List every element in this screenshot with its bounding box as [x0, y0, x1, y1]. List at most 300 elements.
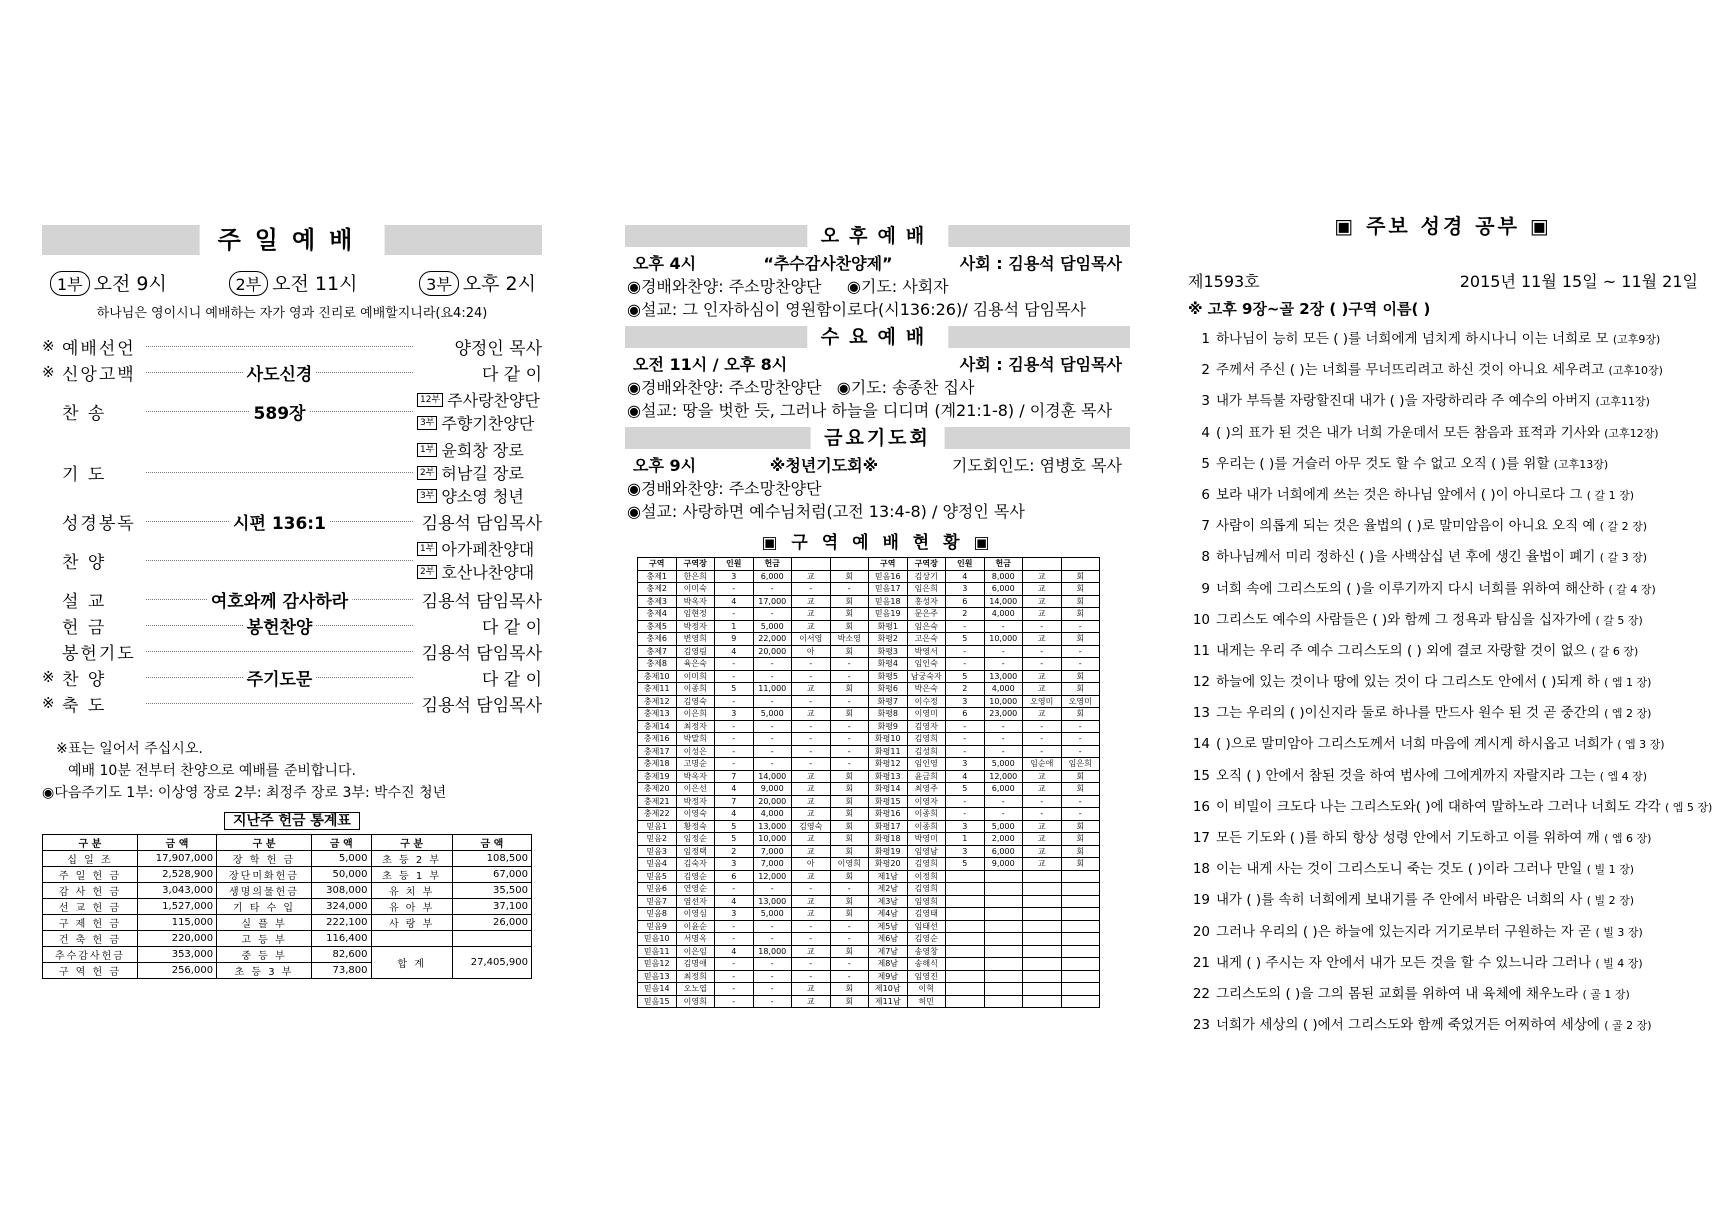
- question-number: 19: [1192, 892, 1210, 909]
- service-tag: 1부: [50, 271, 90, 296]
- offering-row: [43, 867, 532, 883]
- question-text: ( )으로 말미암아 그리스도께서 너희 마음에 계시게 하시옵고 너희가: [1216, 736, 1618, 753]
- attendance-cell: -: [753, 995, 792, 1008]
- attendance-cell: 6,000: [753, 570, 792, 583]
- attendance-cell: 충제10: [638, 670, 677, 683]
- attendance-cell: 충제17: [638, 745, 677, 758]
- attendance-cell: 연영순: [676, 883, 715, 896]
- attendance-cell: [984, 933, 1023, 946]
- attendance-cell: 김영자: [907, 720, 946, 733]
- attendance-cell: -: [715, 920, 754, 933]
- study-question: [1188, 577, 1698, 608]
- attendance-cell: 믿음1: [638, 820, 677, 833]
- study-question: [1188, 327, 1698, 358]
- offering-cell: 주 일 헌 금: [43, 867, 138, 883]
- attendance-cell: 육은숙: [676, 658, 715, 671]
- attendance-cell: 4,000: [984, 683, 1023, 696]
- order-label: 예배선언: [62, 338, 136, 359]
- attendance-cell: -: [792, 583, 831, 596]
- afternoon-line2: ◉설교: 그 인자하심이 영원함이로다(시136:26)/ 김용석 담임목사: [627, 300, 1086, 319]
- attendance-cell: 회: [830, 895, 869, 908]
- attendance-cell: 12,000: [984, 770, 1023, 783]
- order-content: 시편 136:1: [229, 509, 330, 534]
- question-text: 하나님께서 미리 정하신 ( )을 사백삼십 년 후에 생긴 율법이 폐기: [1216, 549, 1600, 566]
- attendance-cell: 오영미: [1061, 695, 1100, 708]
- offering-cell: 초 등 3 부: [217, 963, 312, 979]
- attendance-cell: 3: [946, 583, 985, 596]
- attendance-cell: 교: [792, 608, 831, 621]
- attendance-cell: 고명순: [676, 758, 715, 771]
- stand-mark: ※: [42, 363, 55, 381]
- friday-title-bar: [625, 427, 1130, 449]
- attendance-cell: 믿음10: [638, 933, 677, 946]
- service-tag: 3부: [419, 271, 459, 296]
- attendance-row: [638, 708, 1100, 721]
- attendance-header: 인원: [946, 558, 985, 571]
- attendance-cell: -: [792, 745, 831, 758]
- attendance-cell: 한은희: [676, 570, 715, 583]
- offering-cell: 유 아 부: [371, 899, 452, 915]
- attendance-header: [1023, 558, 1062, 571]
- attendance-cell: 교: [792, 808, 831, 821]
- attendance-cell: 박옥자: [676, 595, 715, 608]
- attendance-row: [638, 858, 1100, 871]
- attendance-row: [638, 958, 1100, 971]
- study-question: [1188, 608, 1698, 639]
- attendance-cell: 박소영: [830, 633, 869, 646]
- attendance-cell: 회: [1061, 595, 1100, 608]
- part-tag: 3부: [417, 416, 437, 430]
- weekday-services-section: [625, 225, 1130, 1008]
- attendance-cell: 9,000: [753, 783, 792, 796]
- notes: [42, 738, 542, 802]
- issue-number: 제1593호: [1188, 272, 1260, 291]
- attendance-cell: 3: [946, 820, 985, 833]
- question-ref: (고후13장): [1553, 457, 1609, 471]
- attendance-cell: 화평1: [869, 620, 908, 633]
- offering-title: 지난주 헌금 통계표: [42, 810, 542, 830]
- attendance-row: [638, 933, 1100, 946]
- attendance-row: [638, 883, 1100, 896]
- attendance-cell: [946, 895, 985, 908]
- attendance-cell: 오영미: [1023, 695, 1062, 708]
- attendance-cell: 충제2: [638, 583, 677, 596]
- order-of-worship: [42, 333, 542, 716]
- attendance-cell: 남궁숙자: [907, 670, 946, 683]
- attendance-cell: 이정희: [907, 870, 946, 883]
- attendance-cell: -: [753, 758, 792, 771]
- attendance-cell: -: [984, 645, 1023, 658]
- question-number: 7: [1201, 518, 1210, 535]
- question-text: 모든 기도와 ( )를 하되 항상 성령 안에서 기도하고 이를 위하여 깨: [1216, 830, 1605, 846]
- attendance-cell: -: [984, 745, 1023, 758]
- attendance-row: [638, 983, 1100, 996]
- offering-cell: 73,800: [311, 963, 371, 979]
- attendance-cell: 화평4: [869, 658, 908, 671]
- study-question: [1188, 358, 1698, 389]
- attendance-cell: [984, 983, 1023, 996]
- order-right: 다 같 이: [481, 617, 542, 638]
- part-tag: 1부: [417, 542, 437, 556]
- question-ref: ( 갈 4 장): [1608, 582, 1656, 596]
- order-right-item: [417, 461, 542, 484]
- attendance-row: [638, 695, 1100, 708]
- attendance-cell: [984, 958, 1023, 971]
- attendance-cell: [1061, 895, 1100, 908]
- attendance-row: [638, 570, 1100, 583]
- attendance-row: [638, 670, 1100, 683]
- order-row: [42, 638, 542, 664]
- attendance-cell: 박옥자: [676, 770, 715, 783]
- offering-cell: [452, 931, 531, 947]
- order-right-item: [417, 411, 542, 434]
- question-text: 너희 속에 그리스도의 ( )을 이루기까지 다시 너희를 위하여 해산하: [1216, 580, 1609, 597]
- question-ref: (고후11장): [1595, 395, 1650, 409]
- offering-cell: 67,000: [452, 867, 531, 883]
- attendance-cell: 회: [830, 645, 869, 658]
- attendance-cell: 5: [715, 820, 754, 833]
- attendance-cell: 임인영: [907, 758, 946, 771]
- attendance-cell: 송해식: [907, 958, 946, 971]
- question-ref: ( 엡 1 장): [1604, 676, 1652, 690]
- attendance-cell: [1061, 958, 1100, 971]
- offering-cell: 324,000: [311, 899, 371, 915]
- attendance-cell: 6: [946, 595, 985, 608]
- question-ref: (고후12장): [1604, 426, 1659, 440]
- attendance-cell: 박영서: [907, 645, 946, 658]
- order-right: 김용석 담임목사: [421, 591, 542, 612]
- part-tag: 12부: [417, 393, 443, 407]
- service-time-text: 오전 9시: [93, 273, 167, 295]
- question-ref: ( 갈 3 장): [1599, 551, 1648, 565]
- question-ref: ( 빌 2 장): [1586, 894, 1635, 908]
- offering-cell: 구 제 헌 금: [43, 915, 138, 931]
- attendance-title: ▣ 구 역 예 배 현 황 ▣: [761, 533, 994, 553]
- attendance-cell: 황정숙: [676, 820, 715, 833]
- offering-cell: 353,000: [137, 947, 216, 963]
- question-text: 이 비밀이 크도다 나는 그리스도와( )에 대하여 말하노라 그러나 너희도 각각: [1216, 798, 1665, 815]
- attendance-cell: -: [830, 970, 869, 983]
- question-ref: (고후10장): [1608, 364, 1663, 378]
- part-tag: 1부: [417, 443, 437, 457]
- order-right-item: [417, 537, 542, 560]
- attendance-cell: 6: [715, 870, 754, 883]
- attendance-cell: [984, 945, 1023, 958]
- offering-cell: 108,500: [452, 851, 531, 867]
- attendance-row: [638, 833, 1100, 846]
- attendance-cell: 5: [946, 670, 985, 683]
- attendance-cell: [1061, 870, 1100, 883]
- attendance-cell: [1023, 908, 1062, 921]
- attendance-cell: 이미숙: [676, 583, 715, 596]
- attendance-cell: [946, 870, 985, 883]
- offering-cell: 건 축 헌 금: [43, 931, 138, 947]
- attendance-cell: 5,000: [753, 908, 792, 921]
- offering-cell: 35,500: [452, 883, 531, 899]
- question-text: ( )의 표가 된 것은 내가 너희 가운데서 모든 참음과 표적과 기사와: [1216, 424, 1605, 441]
- attendance-cell: 회: [1061, 833, 1100, 846]
- issue-header: [1188, 269, 1698, 292]
- attendance-cell: 교: [792, 783, 831, 796]
- order-right: 다 같 이: [481, 364, 542, 385]
- attendance-cell: 박말희: [676, 733, 715, 746]
- attendance-cell: 6,000: [984, 783, 1023, 796]
- offering-cell: 82,600: [311, 947, 371, 963]
- offering-cell: [371, 931, 452, 947]
- wednesday-header: 오전 11시 / 오후 8시 사회 : 김용석 담임목사: [633, 355, 1122, 374]
- order-leader-line: [146, 364, 413, 385]
- attendance-cell: 믿음5: [638, 870, 677, 883]
- offering-cell: 기 타 수 입: [217, 899, 312, 915]
- part-tag: 2부: [417, 565, 437, 579]
- study-question: [1188, 920, 1698, 951]
- study-question: [1188, 1013, 1698, 1044]
- order-leader-line: [146, 472, 413, 473]
- attendance-cell: 이혁: [907, 983, 946, 996]
- order-row: [42, 385, 542, 437]
- attendance-cell: 교: [1023, 845, 1062, 858]
- attendance-cell: -: [792, 970, 831, 983]
- order-leader-line: [146, 513, 413, 534]
- question-ref: ( 빌 3 장): [1595, 925, 1643, 939]
- attendance-cell: [1061, 883, 1100, 896]
- attendance-cell: -: [792, 658, 831, 671]
- attendance-cell: 화평15: [869, 795, 908, 808]
- attendance-cell: 화평13: [869, 770, 908, 783]
- attendance-cell: 4,000: [984, 608, 1023, 621]
- attendance-cell: 13,000: [753, 895, 792, 908]
- attendance-cell: 5: [946, 783, 985, 796]
- attendance-cell: 4: [715, 808, 754, 821]
- attendance-cell: 이영희: [676, 995, 715, 1008]
- attendance-cell: 7: [715, 795, 754, 808]
- attendance-cell: 임인숙: [907, 658, 946, 671]
- service-time: [229, 269, 358, 296]
- order-label: 축 도: [62, 695, 107, 716]
- question-number: 15: [1192, 767, 1210, 784]
- attendance-row: [638, 808, 1100, 821]
- attendance-cell: 염선자: [676, 895, 715, 908]
- offering-cell: 초 등 2 부: [371, 851, 452, 867]
- attendance-cell: 임은희: [907, 583, 946, 596]
- question-ref: ( 엡 6 장): [1604, 832, 1652, 845]
- attendance-cell: 믿음14: [638, 983, 677, 996]
- offering-cell: 실 플 부: [217, 915, 312, 931]
- attendance-cell: 제1남: [869, 870, 908, 883]
- attendance-cell: 김성희: [907, 745, 946, 758]
- attendance-cell: 화평9: [869, 720, 908, 733]
- question-number: 10: [1192, 611, 1210, 628]
- attendance-cell: 교: [1023, 708, 1062, 721]
- friday-line2: ◉설교: 사랑하면 예수님처럼(고전 13:4-8) / 양정인 목사: [627, 502, 1025, 521]
- attendance-cell: [1061, 945, 1100, 958]
- order-leader-line: [146, 591, 413, 612]
- attendance-cell: -: [984, 658, 1023, 671]
- attendance-cell: 문은주: [907, 608, 946, 621]
- attendance-cell: -: [792, 933, 831, 946]
- question-number: 20: [1192, 923, 1210, 940]
- attendance-cell: 화평10: [869, 733, 908, 746]
- attendance-cell: -: [830, 658, 869, 671]
- study-question: [1188, 389, 1698, 420]
- attendance-cell: 회: [830, 770, 869, 783]
- attendance-cell: 변영희: [676, 633, 715, 646]
- attendance-row: [638, 870, 1100, 883]
- attendance-row: [638, 683, 1100, 696]
- offering-row: [43, 947, 532, 963]
- offering-cell: 256,000: [137, 963, 216, 979]
- study-question: [1188, 826, 1698, 857]
- attendance-cell: 충제20: [638, 783, 677, 796]
- order-label: 찬 양: [62, 552, 107, 573]
- order-right: 양정인 목사: [454, 338, 542, 359]
- offering-cell: 5,000: [311, 851, 371, 867]
- attendance-cell: -: [984, 620, 1023, 633]
- order-label: 찬 양: [62, 669, 107, 690]
- attendance-cell: -: [984, 795, 1023, 808]
- question-text: 오직 ( ) 안에서 참된 것을 하여 범사에 그에게까지 자랄지라 그는: [1216, 767, 1600, 784]
- attendance-cell: 제7남: [869, 945, 908, 958]
- attendance-row: [638, 795, 1100, 808]
- attendance-cell: -: [830, 670, 869, 683]
- attendance-cell: 충제6: [638, 633, 677, 646]
- offering-cell: 3,043,000: [137, 883, 216, 899]
- attendance-header: [830, 558, 869, 571]
- question-text: 그리스도 예수의 사람들은 ( )와 함께 그 정욕과 탐심을 십자가에: [1216, 611, 1596, 628]
- study-question: [1188, 982, 1698, 1013]
- attendance-cell: -: [1023, 720, 1062, 733]
- attendance-cell: 교: [792, 570, 831, 583]
- offering-cell: 장 학 헌 금: [217, 851, 312, 867]
- order-row: [42, 664, 542, 690]
- order-leader-line: [146, 346, 413, 347]
- attendance-cell: 2: [715, 845, 754, 858]
- order-label: 찬 송: [62, 403, 107, 424]
- order-leader-line: [146, 651, 413, 652]
- offering-cell: 감 사 헌 금: [43, 883, 138, 899]
- order-leader-line: [146, 669, 413, 690]
- attendance-cell: 13,000: [753, 820, 792, 833]
- attendance-cell: -: [946, 733, 985, 746]
- attendance-cell: 화평8: [869, 708, 908, 721]
- attendance-cell: 3: [715, 908, 754, 921]
- attendance-cell: 7,000: [753, 858, 792, 871]
- order-right-item: [417, 388, 542, 411]
- attendance-cell: 김영순: [676, 870, 715, 883]
- attendance-cell: -: [946, 658, 985, 671]
- attendance-cell: -: [1061, 733, 1100, 746]
- attendance-cell: 22,000: [753, 633, 792, 646]
- attendance-cell: 교: [1023, 783, 1062, 796]
- attendance-cell: 오노엽: [676, 983, 715, 996]
- attendance-cell: 교: [1023, 595, 1062, 608]
- attendance-header: 헌금: [753, 558, 792, 571]
- offering-row: [43, 851, 532, 867]
- offering-table: [42, 834, 532, 979]
- attendance-cell: 허민: [907, 995, 946, 1008]
- question-number: 23: [1192, 1017, 1210, 1034]
- attendance-cell: 4: [946, 570, 985, 583]
- question-text: 너희가 세상의 ( )에서 그리스도와 함께 죽었거든 어찌하여 세상에: [1216, 1017, 1605, 1034]
- offering-cell: 유 치 부: [371, 883, 452, 899]
- attendance-cell: -: [1061, 620, 1100, 633]
- question-number: 21: [1192, 954, 1210, 971]
- offering-header-row: [43, 835, 532, 851]
- attendance-cell: 7: [715, 770, 754, 783]
- question-text: 그리스도의 ( )을 그의 몸된 교회를 위하여 내 육체에 채우노라: [1216, 985, 1583, 1002]
- attendance-cell: 임정순: [676, 833, 715, 846]
- attendance-cell: -: [753, 583, 792, 596]
- attendance-cell: 교: [792, 683, 831, 696]
- order-leader-line: [146, 617, 413, 638]
- attendance-row: [638, 895, 1100, 908]
- attendance-cell: 임순애: [1023, 758, 1062, 771]
- attendance-cell: 11,000: [753, 683, 792, 696]
- question-ref: ( 엡 3 장): [1617, 738, 1665, 752]
- stand-mark: ※: [42, 668, 55, 686]
- attendance-cell: 임영진: [907, 970, 946, 983]
- attendance-cell: -: [792, 920, 831, 933]
- attendance-cell: -: [792, 695, 831, 708]
- attendance-cell: 제2남: [869, 883, 908, 896]
- attendance-cell: [1023, 970, 1062, 983]
- attendance-cell: 회: [1061, 670, 1100, 683]
- attendance-cell: 10,000: [984, 695, 1023, 708]
- order-content: 589장: [250, 399, 310, 424]
- attendance-cell: 최정자: [676, 720, 715, 733]
- attendance-cell: 회: [830, 708, 869, 721]
- attendance-row: [638, 995, 1100, 1008]
- attendance-cell: -: [1023, 808, 1062, 821]
- attendance-cell: 교: [1023, 583, 1062, 596]
- attendance-cell: -: [830, 733, 869, 746]
- attendance-cell: 4: [715, 783, 754, 796]
- attendance-row: [638, 733, 1100, 746]
- attendance-row: [638, 658, 1100, 671]
- attendance-cell: 교: [1023, 670, 1062, 683]
- attendance-cell: 이수정: [907, 695, 946, 708]
- order-content: 사도신경: [243, 360, 317, 385]
- attendance-cell: 교: [1023, 858, 1062, 871]
- order-label: 신앙고백: [62, 364, 136, 385]
- question-number: 12: [1192, 674, 1210, 691]
- attendance-cell: [1061, 908, 1100, 921]
- attendance-cell: -: [792, 720, 831, 733]
- attendance-cell: 교: [1023, 770, 1062, 783]
- attendance-cell: 김영순: [907, 933, 946, 946]
- question-number: 17: [1192, 830, 1210, 846]
- attendance-cell: 교: [1023, 570, 1062, 583]
- attendance-cell: 9: [715, 633, 754, 646]
- friday-line1: ◉경배와찬양: 주소망찬양단: [627, 479, 822, 498]
- attendance-cell: -: [830, 583, 869, 596]
- attendance-cell: [1023, 895, 1062, 908]
- order-row: [42, 690, 542, 716]
- attendance-cell: [1061, 983, 1100, 996]
- attendance-cell: -: [1061, 658, 1100, 671]
- order-row: [42, 586, 542, 612]
- attendance-cell: 제8남: [869, 958, 908, 971]
- question-ref: ( 빌 4 장): [1595, 956, 1643, 970]
- attendance-cell: -: [946, 808, 985, 821]
- attendance-cell: 이윤순: [676, 920, 715, 933]
- attendance-cell: 4: [715, 645, 754, 658]
- question-number: 11: [1192, 642, 1210, 659]
- attendance-cell: 믿음4: [638, 858, 677, 871]
- attendance-cell: 회: [830, 908, 869, 921]
- attendance-row: [638, 820, 1100, 833]
- offering-cell: 26,000: [452, 915, 531, 931]
